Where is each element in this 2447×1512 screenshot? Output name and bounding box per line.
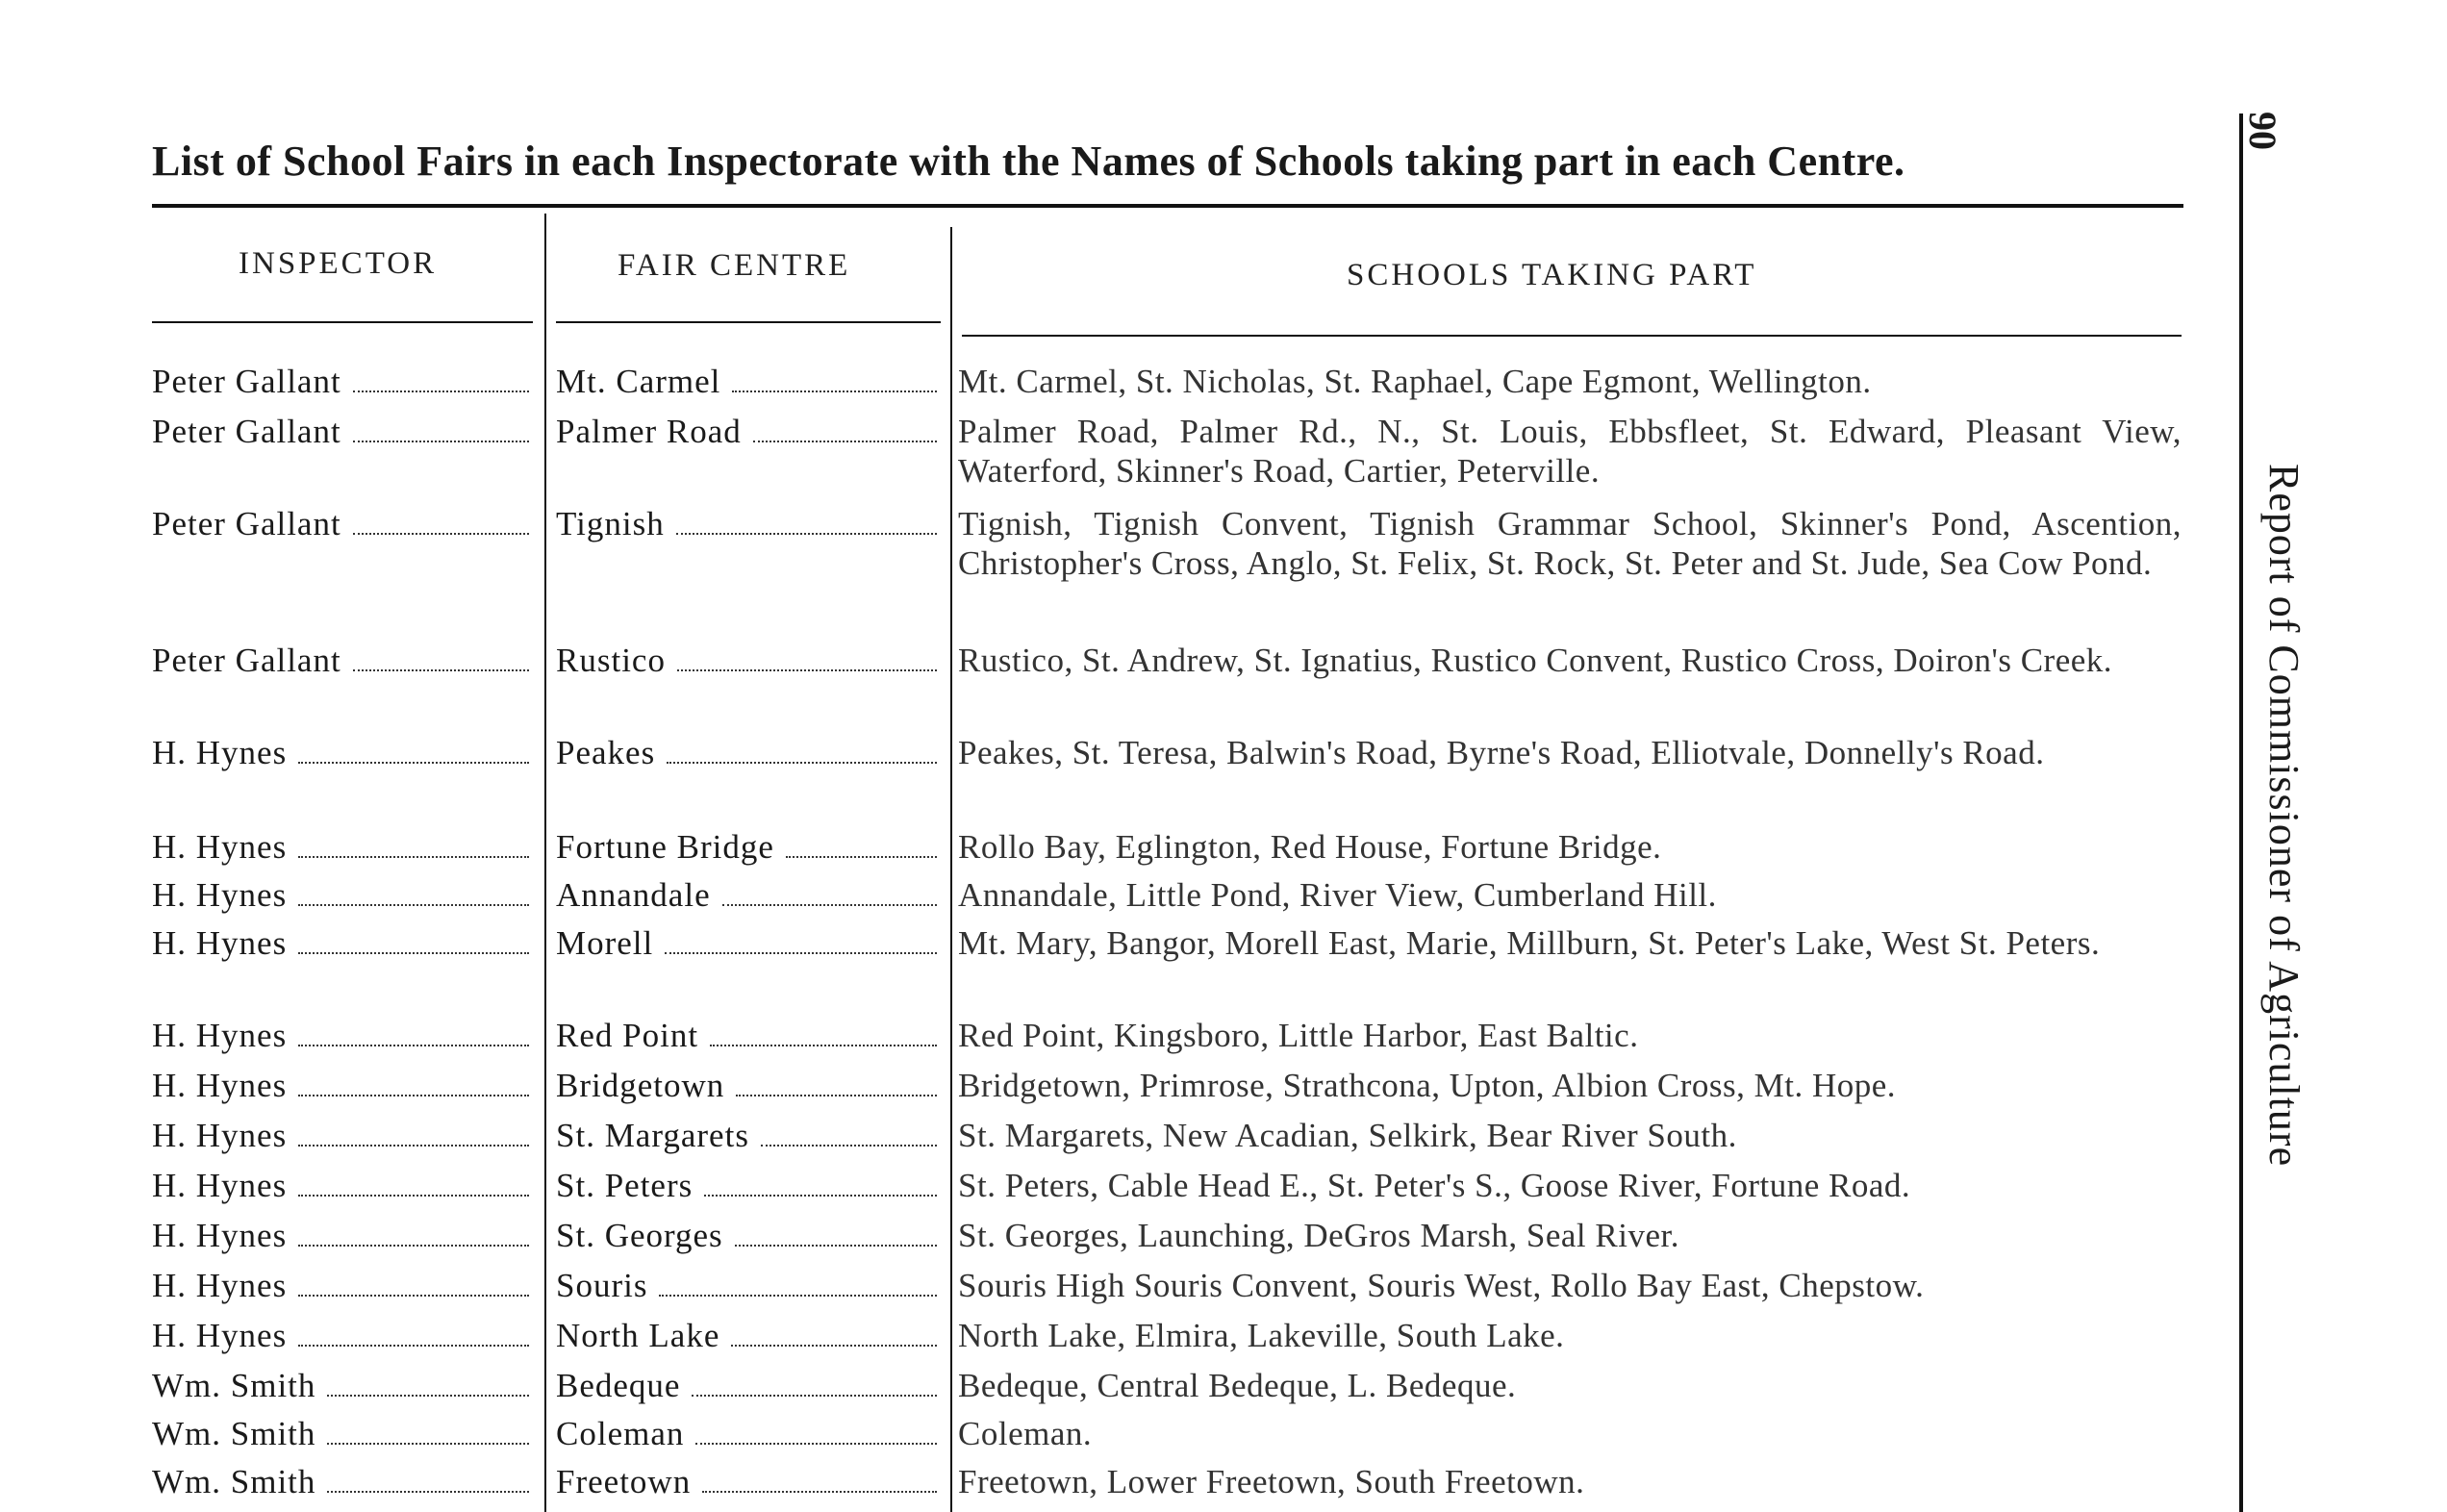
dot-leader — [695, 1442, 937, 1445]
inspector-name: Wm. Smith — [152, 1463, 316, 1500]
inspector-cell — [152, 412, 537, 451]
fair-centre-cell — [556, 1266, 945, 1305]
dot-leader — [298, 1294, 529, 1297]
fair-centre-name: Morell — [556, 924, 654, 962]
dot-leader — [298, 1094, 529, 1096]
inspector-name: Peter Gallant — [152, 363, 341, 400]
fair-centre-name: Fortune Bridge — [556, 828, 774, 866]
dot-leader — [677, 668, 937, 671]
inspector-cell — [152, 362, 537, 401]
fair-centre-name: St. Margarets — [556, 1117, 749, 1154]
dot-leader — [298, 855, 529, 858]
inspector-cell — [152, 1166, 537, 1205]
header-rule-schools — [962, 335, 2182, 337]
schools-cell: North Lake, Elmira, Lakeville, South Lake. — [958, 1317, 1565, 1354]
margin-rule — [2239, 113, 2243, 1512]
inspector-name: H. Hynes — [152, 1017, 288, 1054]
schools-cell: Rollo Bay, Eglington, Red House, Fortune Bridge. — [958, 828, 1662, 866]
fair-centre-cell — [556, 827, 945, 867]
fair-centre-cell — [556, 733, 945, 772]
header-rule-inspector — [152, 321, 533, 323]
dot-leader — [298, 903, 529, 906]
page-title: List of School Fairs in each Inspectorate with the Names of Schools taking part in each Centre. — [152, 138, 1905, 185]
dot-leader — [327, 1442, 529, 1445]
schools-cell: Peakes, St. Teresa, Balwin's Road, Byrne's Road, Elliotvale, Donnelly's Road. — [958, 734, 2045, 771]
schools-cell: Freetown, Lower Freetown, South Freetown. — [958, 1463, 1585, 1500]
fair-centre-cell — [556, 1414, 945, 1453]
inspector-name: Peter Gallant — [152, 642, 341, 679]
dot-leader — [702, 1490, 937, 1493]
inspector-name: H. Hynes — [152, 876, 288, 914]
dot-leader — [710, 1044, 937, 1046]
fair-centre-name: St. Peters — [556, 1167, 694, 1204]
fair-centre-cell — [556, 1462, 945, 1501]
fair-centre-cell — [556, 504, 945, 543]
inspector-cell — [152, 641, 537, 680]
fair-centre-cell — [556, 875, 945, 915]
dot-leader — [298, 1344, 529, 1347]
fair-centre-cell — [556, 923, 945, 963]
inspector-name: H. Hynes — [152, 924, 288, 962]
inspector-cell — [152, 1366, 537, 1405]
dot-leader — [298, 1244, 529, 1247]
inspector-cell — [152, 827, 537, 867]
fair-centre-cell — [556, 1066, 945, 1105]
column-divider-inspector — [544, 214, 546, 1512]
dot-leader — [732, 390, 937, 392]
fair-centre-name: St. Georges — [556, 1217, 723, 1254]
inspector-cell — [152, 1066, 537, 1105]
inspector-name: H. Hynes — [152, 1067, 288, 1104]
dot-leader — [298, 1044, 529, 1046]
fair-centre-name: North Lake — [556, 1317, 720, 1354]
fair-centre-name: Freetown — [556, 1463, 692, 1500]
fair-centre-name: Annandale — [556, 876, 711, 914]
dot-leader — [735, 1244, 937, 1247]
schools-cell: Tignish, Tignish Convent, Tignish Grammar School, Skinner's Pond, Ascention, Christopher's Cross, Anglo, St. Felix, St. Rock, St. Peter and St. Jude, Sea Cow Pond. — [958, 505, 2182, 582]
inspector-name: H. Hynes — [152, 734, 288, 771]
fair-centre-name: Red Point — [556, 1017, 699, 1054]
inspector-name: Peter Gallant — [152, 413, 341, 450]
fair-centre-cell — [556, 1116, 945, 1155]
fair-centre-cell — [556, 1166, 945, 1205]
schools-cell: Coleman. — [958, 1415, 1093, 1452]
fair-centre-name: Mt. Carmel — [556, 363, 721, 400]
inspector-name: H. Hynes — [152, 1217, 288, 1254]
fair-centre-name: Souris — [556, 1267, 648, 1304]
dot-leader — [327, 1394, 529, 1397]
fair-centre-name: Bedeque — [556, 1367, 681, 1404]
column-header-inspector: INSPECTOR — [239, 246, 438, 281]
fair-centre-cell — [556, 1316, 945, 1355]
dot-leader — [353, 668, 529, 671]
schools-cell: Annandale, Little Pond, River View, Cumberland Hill. — [958, 876, 1717, 914]
schools-cell: Mt. Mary, Bangor, Morell East, Marie, Millburn, St. Peter's Lake, West St. Peters. — [958, 924, 2101, 962]
dot-leader — [676, 532, 937, 535]
dot-leader — [761, 1144, 937, 1147]
running-title: Report of Commissioner of Agriculture — [2260, 464, 2308, 1168]
column-header-schools: SCHOOLS TAKING PART — [1347, 258, 1757, 292]
fair-centre-cell — [556, 362, 945, 401]
schools-cell: Mt. Carmel, St. Nicholas, St. Raphael, Cape Egmont, Wellington. — [958, 363, 1872, 400]
dot-leader — [353, 532, 529, 535]
dot-leader — [692, 1394, 937, 1397]
fair-centre-cell — [556, 1016, 945, 1055]
column-divider-centre — [950, 227, 952, 1512]
inspector-name: Wm. Smith — [152, 1415, 316, 1452]
inspector-cell — [152, 1316, 537, 1355]
inspector-name: H. Hynes — [152, 1317, 288, 1354]
schools-cell: Palmer Road, Palmer Rd., N., St. Louis, Ebbsfleet, St. Edward, Pleasant View, Waterford, Skinner's Road, Cartier, Peterville. — [958, 413, 2182, 490]
title-rule — [152, 204, 2183, 208]
inspector-name: Wm. Smith — [152, 1367, 316, 1404]
dot-leader — [753, 440, 937, 442]
schools-cell: Red Point, Kingsboro, Little Harbor, East Baltic. — [958, 1017, 1639, 1054]
inspector-cell — [152, 875, 537, 915]
schools-cell: Rustico, St. Andrew, St. Ignatius, Rustico Convent, Rustico Cross, Doiron's Creek. — [958, 642, 2113, 679]
fair-centre-name: Rustico — [556, 642, 666, 679]
inspector-cell — [152, 1462, 537, 1501]
schools-cell: St. Peters, Cable Head E., St. Peter's S., Goose River, Fortune Road. — [958, 1167, 1911, 1204]
inspector-name: H. Hynes — [152, 1167, 288, 1204]
fair-centre-name: Palmer Road — [556, 413, 742, 450]
inspector-cell — [152, 923, 537, 963]
fair-centre-name: Peakes — [556, 734, 656, 771]
column-header-fair-centre: FAIR CENTRE — [618, 248, 851, 283]
dot-leader — [667, 761, 937, 764]
inspector-cell — [152, 1016, 537, 1055]
inspector-cell — [152, 1414, 537, 1453]
inspector-cell — [152, 733, 537, 772]
inspector-cell — [152, 504, 537, 543]
inspector-name: H. Hynes — [152, 828, 288, 866]
dot-leader — [704, 1194, 937, 1197]
inspector-cell — [152, 1266, 537, 1305]
schools-cell: Bedeque, Central Bedeque, L. Bedeque. — [958, 1367, 1517, 1404]
inspector-name: H. Hynes — [152, 1267, 288, 1304]
inspector-name: H. Hynes — [152, 1117, 288, 1154]
fair-centre-name: Coleman — [556, 1415, 685, 1452]
dot-leader — [659, 1294, 937, 1297]
schools-cell: Souris High Souris Convent, Souris West, Rollo Bay East, Chepstow. — [958, 1267, 1925, 1304]
fair-centre-name: Tignish — [556, 505, 665, 542]
inspector-name: Peter Gallant — [152, 505, 341, 542]
dot-leader — [786, 855, 937, 858]
fair-centre-cell — [556, 412, 945, 451]
dot-leader — [731, 1344, 937, 1347]
dot-leader — [298, 761, 529, 764]
dot-leader — [722, 903, 937, 906]
schools-cell: St. Margarets, New Acadian, Selkirk, Bear River South. — [958, 1117, 1737, 1154]
page-number: 90 — [2241, 112, 2284, 150]
dot-leader — [736, 1094, 937, 1096]
dot-leader — [298, 1144, 529, 1147]
dot-leader — [298, 951, 529, 954]
dot-leader — [353, 440, 529, 442]
fair-centre-name: Bridgetown — [556, 1067, 725, 1104]
header-rule-centre — [556, 321, 941, 323]
dot-leader — [298, 1194, 529, 1197]
dot-leader — [665, 951, 937, 954]
inspector-cell — [152, 1216, 537, 1255]
fair-centre-cell — [556, 641, 945, 680]
dot-leader — [327, 1490, 529, 1493]
dot-leader — [353, 390, 529, 392]
inspector-cell — [152, 1116, 537, 1155]
schools-cell: Bridgetown, Primrose, Strathcona, Upton, Albion Cross, Mt. Hope. — [958, 1067, 1897, 1104]
fair-centre-cell — [556, 1366, 945, 1405]
schools-cell: St. Georges, Launching, DeGros Marsh, Seal River. — [958, 1217, 1679, 1254]
fair-centre-cell — [556, 1216, 945, 1255]
